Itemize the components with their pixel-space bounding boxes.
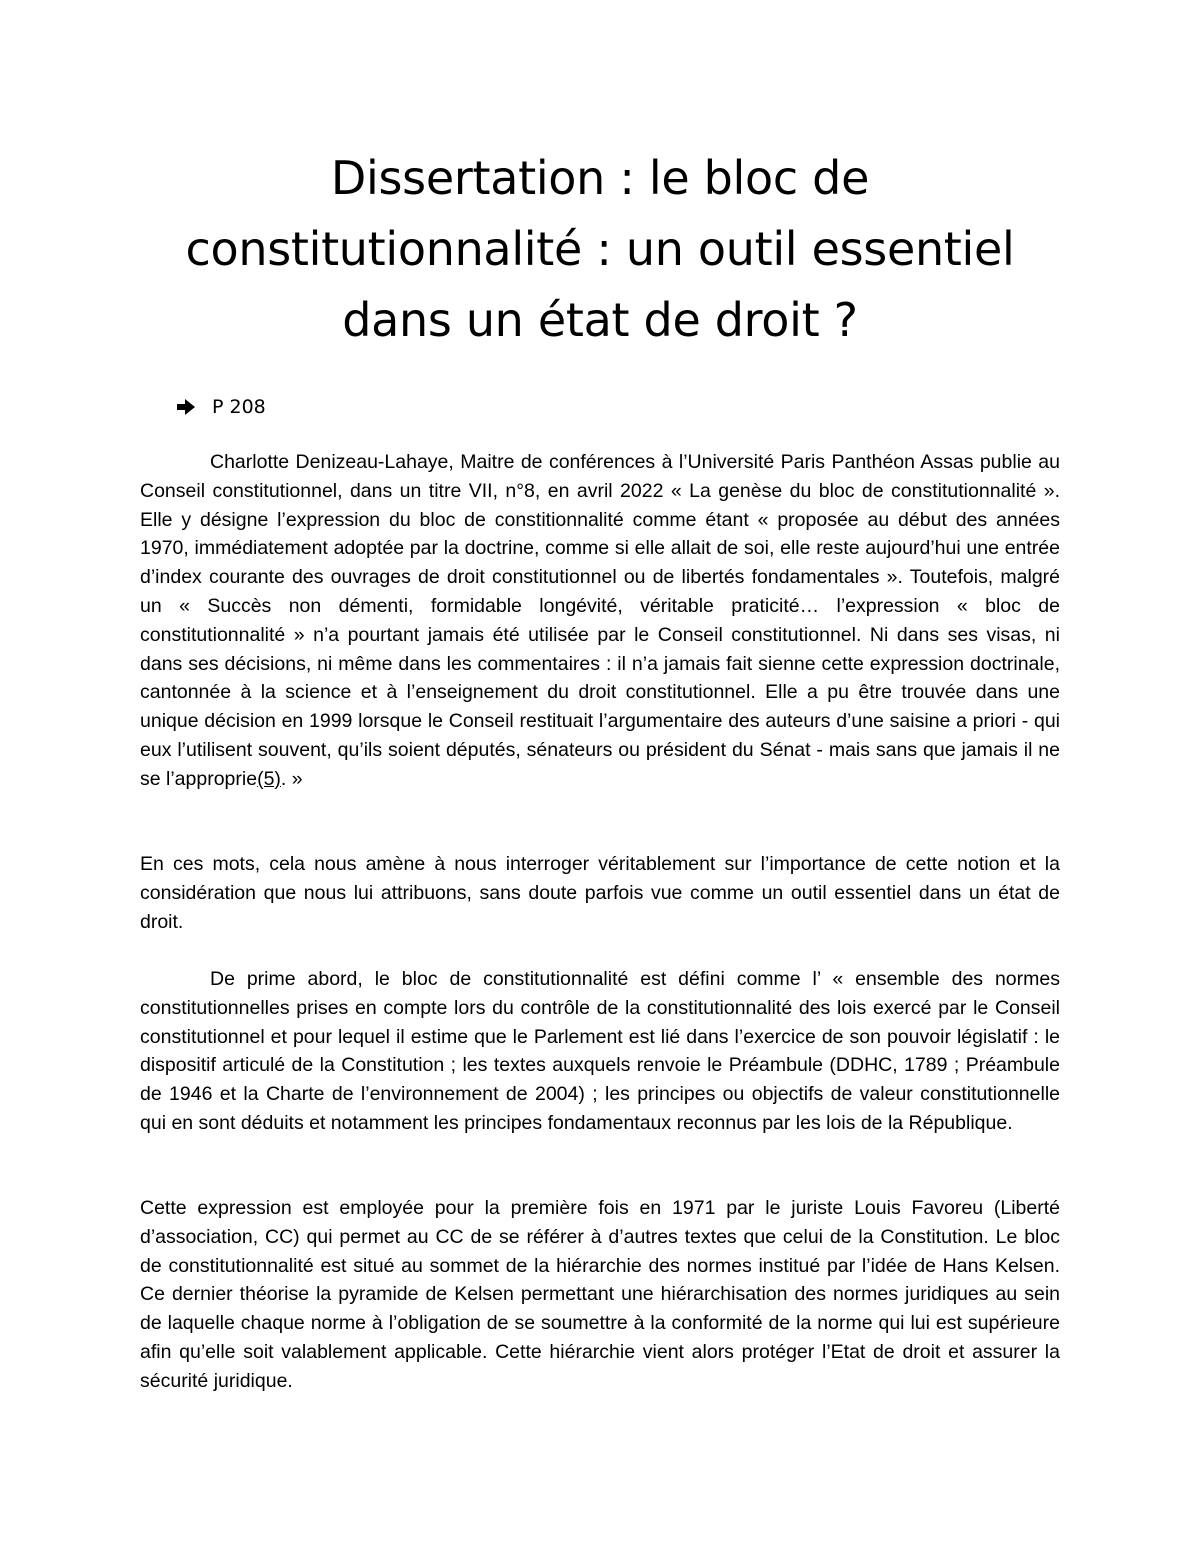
paragraph-history: Cette expression est employée pour la première fois en 1971 par le juriste Louis Favoreu (Liberté d’association, CC) qui permet au CC de se référer à d’autres textes que celui de la Constitution. Le bloc de constitutionnalité est situé au sommet de la hiérarchie des normes institué par l’idée de Hans Kelsen. Ce dernier théorise la pyramide de Kelsen permettant une hiérarchisation des normes juridiques au sein de laquelle chaque norme à l’obligation de se soumettre à la conformité de la norme qui lui est supérieure afin qu’elle soit valablement applicable. Cette hiérarchie vient alors protéger l’Etat de droit et assurer la sécurité juridique. (140, 1197, 1060, 1392)
arrow-right-icon (176, 397, 196, 417)
paragraph-problematic: En ces mots, cela nous amène à nous interroger véritablement sur l’importance de cette notion et la considération que nous lui attribuons, sans doute parfois vue comme un outil essentiel dans un état de droit. (140, 853, 1060, 933)
paragraph-intro-closing: . » (280, 767, 303, 790)
page-reference-label: P 208 (212, 396, 266, 418)
document-title: Dissertation : le bloc de constitutionnalité : un outil essentiel dans un état de droit ? (185, 151, 1015, 347)
paragraph-intro-text: Charlotte Denizeau-Lahaye, Maitre de conférences à l’Université Paris Panthéon Assas publie au Conseil constitutionnel, dans un titre VII, n°8, en avril 2022 « La genèse du bloc de constitutionnalité ». Elle y désigne l’expression du bloc de constitionnalité comme étant « proposée au début des années 1970, immédiatement adoptée par la doctrine, comme si elle allait de soi, elle reste aujourd’hui une entrée d’index courante des ouvrages de droit constitutionnel ou de libertés fondamentales ». Toutefois, malgré un « Succès non démenti, formidable longévité, véritable praticité… l’expression « bloc de constitutionnalité » n’a pourtant jamais été utilisée par le Conseil constitutionnel. Ni dans ses visas, ni dans ses décisions, ni même dans les commentaires : il n’a jamais fait sienne cette expression doctrinale, cantonnée à la science et à l’enseignement du droit constitutionnel. Elle a pu être trouvée dans une unique décision en 1999 lorsque le Conseil restituait l’argumentaire des auteurs d’une saisine a priori - qui eux l’utilisent souvent, qu’ils soient députés, sénateurs ou président du Sénat - mais sans que jamais il ne se l’approprie (140, 451, 1060, 790)
page-reference (176, 393, 266, 421)
paragraph-intro (140, 448, 1060, 794)
paragraph-definition: De prime abord, le bloc de constitutionnalité est défini comme l’ « ensemble des normes constitutionnelles prises en compte lors du contrôle de la constitutionnalité des lois exercé par le Conseil constitutionnel et pour lequel il estime que le Parlement est lié dans l’exercice de son pouvoir législatif : le dispositif articulé de la Constitution ; les textes auxquels renvoie le Préambule (DDHC, 1789 ; Préambule de 1946 et la Charte de l’environnement de 2004) ; les principes ou objectifs de valeur constitutionnelle qui en sont déduits et notamment les principes fondamentaux reconnus par les lois de la République. (140, 968, 1060, 1134)
footnote-link[interactable]: (5) (257, 767, 281, 790)
